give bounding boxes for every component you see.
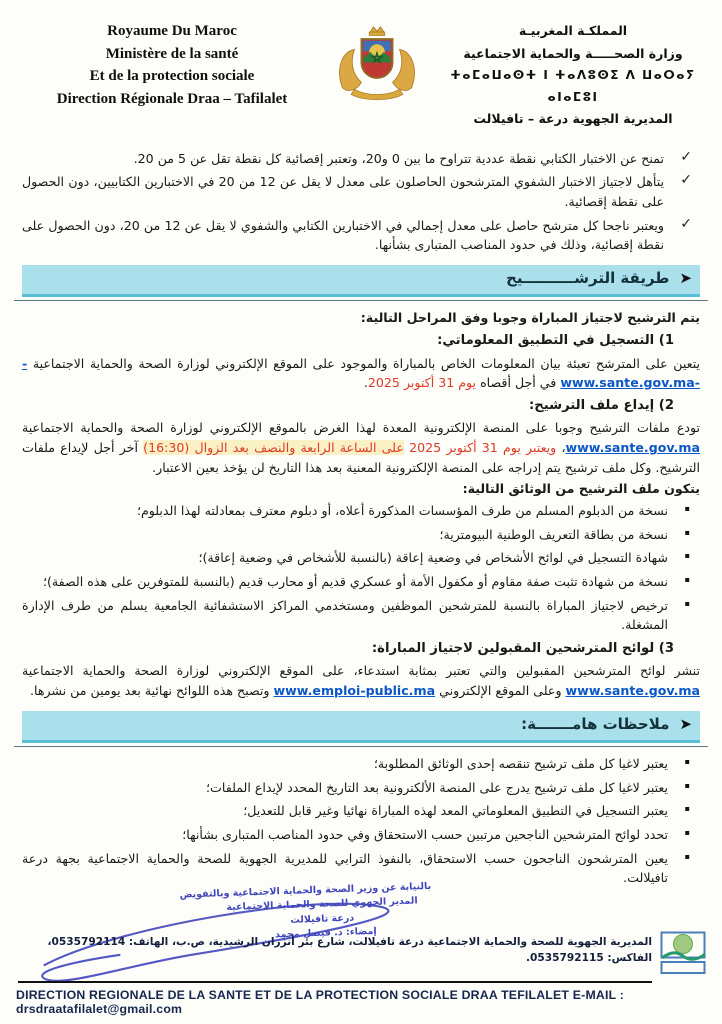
footer-address-french: DIRECTION REGIONALE DE LA SANTE ET DE LA PROTECTION SOCIALE DRAA TEFILALET E-MAIL : drsdraatafilalet@gmail.com	[16, 988, 624, 1016]
step1-paragraph	[22, 354, 700, 393]
section-banner-notes	[22, 711, 700, 743]
square-bullet-icon: ▪	[684, 757, 690, 767]
kingdom-title-fr: Royaume Du Maroc	[107, 23, 237, 39]
health-ministry-logo-icon	[660, 931, 706, 975]
step2-text: تودع ملفات الترشيح وجوبا على المنصة الإلكترونية المعدة لهذا الغرض بالموقع الإلكتروني لوزارة الصحة والحماية الاجتماعية	[22, 420, 700, 436]
ministry-title-tifinagh: ⵜⴰⵎⴰⵡⴰⵙⵜ ⵏ ⵜⴰⴷⵓⵙⵉ ⴷ ⵡⴰⵔⴰⵢ ⴰⵏⴰⵎⵓⵏ	[450, 68, 696, 104]
sante-gov-link[interactable]: -www.sante.gov.ma-	[22, 355, 700, 391]
section-banner-method	[22, 265, 700, 297]
signature-line: درعة تافيلالت	[290, 912, 355, 926]
coat-of-arms-icon	[325, 22, 429, 108]
submission-deadline-time: على الساعة الرابعة والنصف بعد الزوال (16:30)	[143, 440, 404, 456]
moroccan-coat-of-arms	[318, 22, 436, 108]
square-bullet-icon: ▪	[684, 527, 690, 537]
signature-line: إمضاء: د. فيصل محمد	[274, 925, 377, 941]
submission-deadline: ويعتبر يوم 31 أكتوبر 2025	[409, 440, 557, 456]
list-item	[22, 501, 700, 521]
signature-line: المدير الجهوي للصحة والحماية الاجتماعية	[226, 895, 418, 914]
documents-heading: يتكون ملف الترشيح من الوثائق التالية:	[462, 481, 700, 497]
note-item-text: يعتبر التسجيل في التطبيق المعلوماتي المعد لهذه المباراة نهائيا وغير قابل للتعديل؛	[243, 803, 668, 819]
list-item	[22, 172, 700, 211]
ministry-subtitle-fr: Et de la protection sociale	[89, 68, 255, 84]
list-item	[22, 825, 700, 845]
step2-text-2: آخر أجل لإيداع ملفات الترشيح. وكل ملف ترشيح يتم إدراجه على المنصة الإلكترونية المعنية بعد هذا التاريخ لن يؤخذ بعين الاعتبار.	[22, 440, 700, 475]
document-item-text: ترخيص لاجتياز المباراة بالنسبة للمترشحين الموظفين ومستخدمي المراكز الاستشفائية الجامعية يسلم من طرف الإدارة المشغلة.	[22, 597, 668, 633]
step3-text-2: وعلى الموقع الإلكتروني	[439, 683, 562, 699]
eligibility-item-text: تمنح عن الاختبار الكتابي نقطة عددية تتراوح ما بين 0 و20، وتعتبر إقصائية كل نقطة تقل عن 5 من 20.	[133, 150, 664, 166]
square-bullet-icon: ▪	[684, 780, 690, 790]
square-bullet-icon: ▪	[684, 598, 690, 608]
step3-paragraph	[22, 661, 700, 700]
checkmark-icon: ✓	[680, 172, 692, 189]
sante-gov-link[interactable]: www.sante.gov.ma	[565, 683, 700, 699]
signature-line: بالنيابة عن وزير الصحة والحماية الاجتماعية وبالتفويض	[179, 880, 432, 901]
footer-divider	[18, 981, 652, 983]
eligibility-item-text: يتأهل لاجتياز الاختبار الشفوي المترشحون الحاصلون على معدل لا يقل عن 12 من 20 في الاختبارين الكتابيين، دون الحصول على نقطة إقصائية.	[22, 174, 665, 209]
footer-arabic-row	[16, 935, 706, 979]
square-bullet-icon: ▪	[684, 551, 690, 561]
sante-gov-link[interactable]: www.sante.gov.ma	[565, 440, 700, 456]
section-title: ملاحظات هامـــــــة:	[521, 714, 670, 733]
banner-underline	[14, 300, 708, 301]
list-item	[22, 754, 700, 774]
note-item-text: يعتبر لاغيا كل ملف ترشيح يدرج على المنصة الألكترونية بعد التاريخ المحدد لإيداع الملفات؛	[206, 779, 668, 795]
letterhead-french	[26, 20, 318, 110]
list-item	[22, 525, 700, 545]
notes-list	[22, 754, 700, 888]
step3-text: تنشر لوائح المترشحين المقبولين والتي تعتبر بمثابة استدعاء، على الموقع الإلكتروني لوزارة الصحة والحماية الاجتماعية	[22, 663, 700, 679]
section-title: طريقة الترشــــــــــيح	[506, 268, 670, 287]
arrow-icon: ➤	[679, 268, 692, 287]
direction-title-ar: المديرية الجهوية درعة – تافيلالت	[473, 111, 673, 127]
period: .	[363, 375, 368, 391]
registration-deadline: يوم 31 أكتوبر 2025	[367, 375, 477, 391]
list-item	[22, 596, 700, 635]
comma: ،	[561, 440, 566, 456]
step1-text-2: في أجل أقصاه	[480, 375, 557, 391]
step3-heading: 3) لوائح المترشحين المقبولين لاجتياز المباراة:	[371, 640, 674, 656]
list-item	[22, 548, 700, 568]
checkmark-icon: ✓	[680, 215, 692, 232]
direction-title-fr: Direction Régionale Draa – Tafilalet	[56, 90, 288, 107]
list-item	[22, 149, 700, 169]
document-item-text: نسخة من شهادة تثبت صفة مقاوم أو مكفول الأمة أو عسكري قديم أو محارب قديم (بالنسبة للمتوفرين على هذه الصفة)؛	[42, 573, 668, 589]
square-bullet-icon: ▪	[684, 851, 690, 861]
arrow-icon: ➤	[679, 714, 692, 733]
document-item-text: شهادة التسجيل في لوائح الأشخاص في وضعية إعاقة (بالنسبة للأشخاص في وضعية إعاقة)؛	[198, 550, 668, 566]
document-body	[22, 149, 700, 888]
checkmark-icon: ✓	[680, 148, 692, 165]
eligibility-list	[22, 149, 700, 255]
banner-underline	[14, 746, 708, 747]
ministry-title-fr: Ministère de la santé	[105, 45, 239, 62]
note-item-text: يعتبر لاغيا كل ملف ترشيح تنقصه إحدى الوثائق المطلوبة؛	[373, 756, 668, 772]
ministry-logo	[660, 931, 706, 979]
step2-heading: 2) إيداع ملف الترشيح:	[528, 397, 674, 413]
footer-address-arabic: المديرية الجهوية للصحة والحماية الاجتماعية درعة تافيلالت، شارع بئر أنزران الرشيدية، ص.ب، الهاتف: 0535792114، الفاكس: 0535792115.	[47, 936, 652, 964]
square-bullet-icon: ▪	[684, 827, 690, 837]
document-item-text: نسخة من الدبلوم المسلم من طرف المؤسسات المذكورة أعلاه، أو دبلوم معترف بمعادلته لهذا الدبلوم؛	[136, 502, 668, 518]
note-item-text: تحدد لوائح المترشحين الناجحين مرتبين حسب الاستحقاق وفي حدود المناصب المتبارى بشأنها؛	[182, 826, 668, 842]
square-bullet-icon: ▪	[684, 804, 690, 814]
note-item-text: يعين المترشحون الناجحون حسب الاستحقاق، بالنفوذ الترابي للمديرية الجهوية للصحة والحماية الاجتماعية بجهة درعة تافيلالت.	[22, 850, 668, 886]
square-bullet-icon: ▪	[684, 574, 690, 584]
ministry-title-ar: وزارة الصحـــــة والحماية الاجتماعية	[463, 45, 683, 61]
emploi-public-link[interactable]: www.emploi-public.ma	[273, 683, 436, 699]
page-footer	[16, 935, 706, 1016]
document-item-text: نسخة من بطاقة التعريف الوطنية البيومترية؛	[439, 526, 668, 542]
list-item	[22, 801, 700, 821]
step3-text-3: وتصبح هذه اللوائح نهائية بعد يومين من نشرها.	[30, 683, 270, 699]
letterhead-arabic	[436, 20, 710, 131]
documents-list	[22, 501, 700, 635]
list-item	[22, 572, 700, 592]
step1-text: يتعين على المترشح تعبئة بيان المعلومات الخاص بالمباراة والموجود على الموقع الإلكتروني لوزارة الصحة والحماية الاجتماعية	[32, 355, 701, 371]
eligibility-item-text: ويعتبر ناجحا كل مترشح حاصل على معدل إجمالي في الاختبارين الكتابي والشفوي لا يقل عن 12 من 20، دون الحصول على نقطة إقصائية، وذلك في حدود المناصب المتبارى بشأنها.	[22, 217, 664, 253]
step2-paragraph	[22, 418, 700, 477]
method-intro: يتم الترشيح لاجتياز المباراة وجوبا وفق المراحل التالية:	[360, 310, 700, 326]
letterhead	[0, 0, 722, 131]
step1-heading: 1) التسجيل في التطبيق المعلوماتي:	[437, 332, 674, 348]
footer-text-column	[16, 935, 652, 967]
kingdom-title-ar: المملكـة المغربيـة	[518, 23, 628, 38]
list-item	[22, 778, 700, 798]
list-item	[22, 216, 700, 255]
square-bullet-icon: ▪	[684, 503, 690, 513]
